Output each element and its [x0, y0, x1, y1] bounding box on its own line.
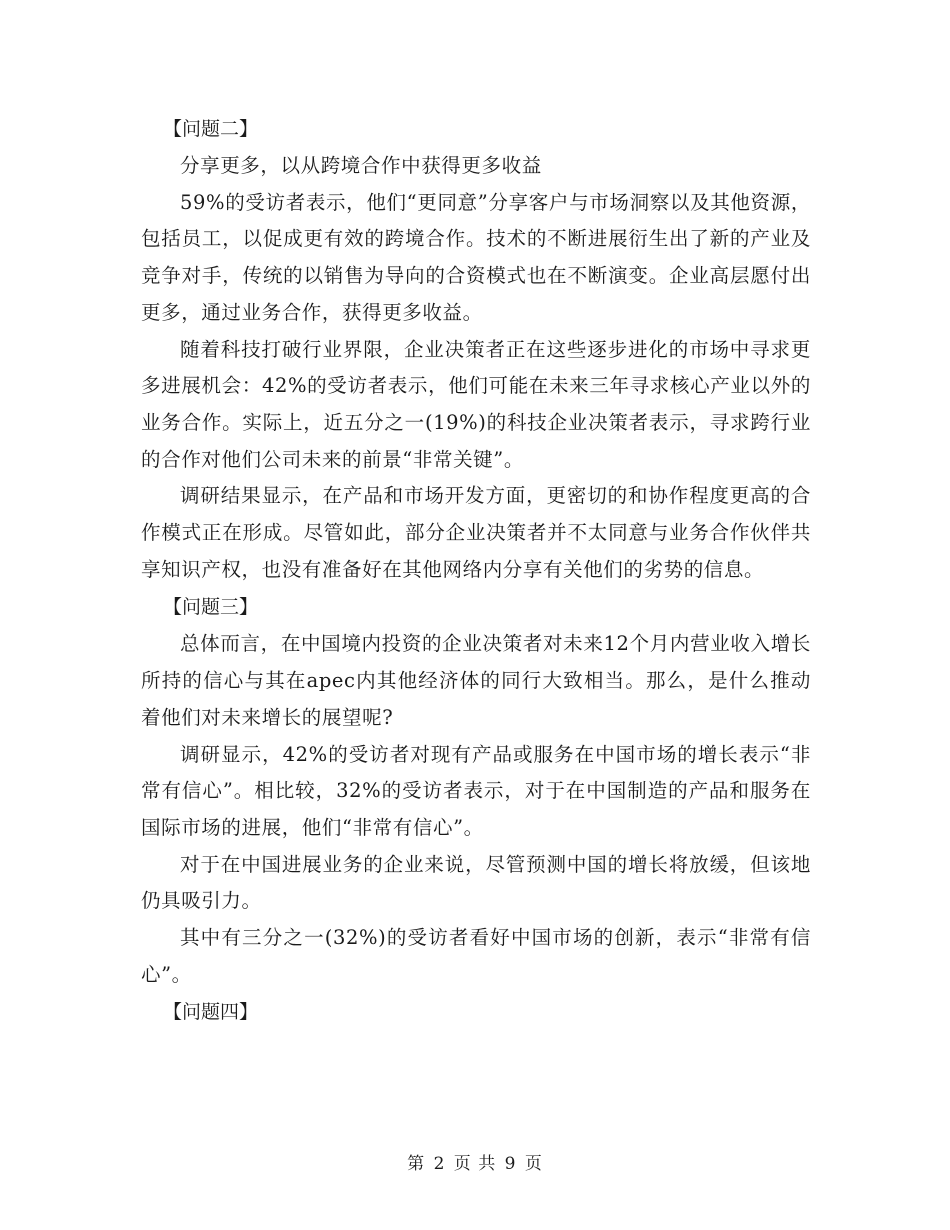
- section-question-2: [141, 110, 811, 588]
- section-question-4: [141, 993, 811, 1031]
- paragraph: 随着科技打破行业界限，企业决策者正在这些逐步进化的市场中寻求更多进展机会：42%的受访者表示，他们可能在未来三年寻求核心产业以外的业务合作。实际上，近五分之一(19%)的科技企业决策者表示，寻求跨行业的合作对他们公司未来的前景“非常关键”。: [141, 337, 811, 471]
- footer-prefix: 第: [407, 1154, 426, 1174]
- section-heading: 【问题四】: [163, 1001, 259, 1024]
- page-body: [141, 110, 811, 1031]
- page-footer: [0, 1153, 950, 1175]
- paragraph: 对于在中国进展业务的企业来说，尽管预测中国的增长将放缓，但该地仍具吸引力。: [141, 852, 811, 913]
- paragraph: 调研结果显示，在产品和市场开发方面，更密切的和协作程度更高的合作模式正在形成。尽管如此，部分企业决策者并不太同意与业务合作伙伴共享知识产权，也没有准备好在其他网络内分享有关他们的劣势的信息。: [141, 484, 811, 581]
- paragraph: 59%的受访者表示，他们“更同意”分享客户与市场洞察以及其他资源，包括员工，以促成更有效的跨境合作。技术的不断进展衍生出了新的产业及竞争对手，传统的以销售为导向的合资模式也在不断演变。企业高层愿付出更多，通过业务合作，获得更多收益。: [141, 190, 811, 324]
- footer-total-pages: 9: [504, 1154, 517, 1174]
- paragraph: 调研显示，42%的受访者对现有产品或服务在中国市场的增长表示“非常有信心”。相比较，32%的受访者表示，对于在中国制造的产品和服务在国际市场的进展，他们“非常有信心”。: [141, 742, 811, 839]
- footer-middle: 页 共: [453, 1154, 497, 1174]
- paragraph: 其中有三分之一(32%)的受访者看好中国市场的创新，表示“非常有信心”。: [141, 926, 811, 986]
- footer-page-number: 2: [433, 1154, 446, 1174]
- section-heading: 【问题二】: [163, 118, 259, 140]
- section-question-3: [141, 588, 811, 993]
- paragraph: 总体而言，在中国境内投资的企业决策者对未来12个月内营业收入增长所持的信心与其在apec内其他经济体的同行大致相当。那么，是什么推动着他们对未来增长的展望呢?: [141, 632, 811, 729]
- paragraph: 分享更多，以从跨境合作中获得更多收益: [180, 154, 542, 177]
- footer-suffix: 页: [524, 1154, 543, 1174]
- section-heading: 【问题三】: [163, 596, 259, 619]
